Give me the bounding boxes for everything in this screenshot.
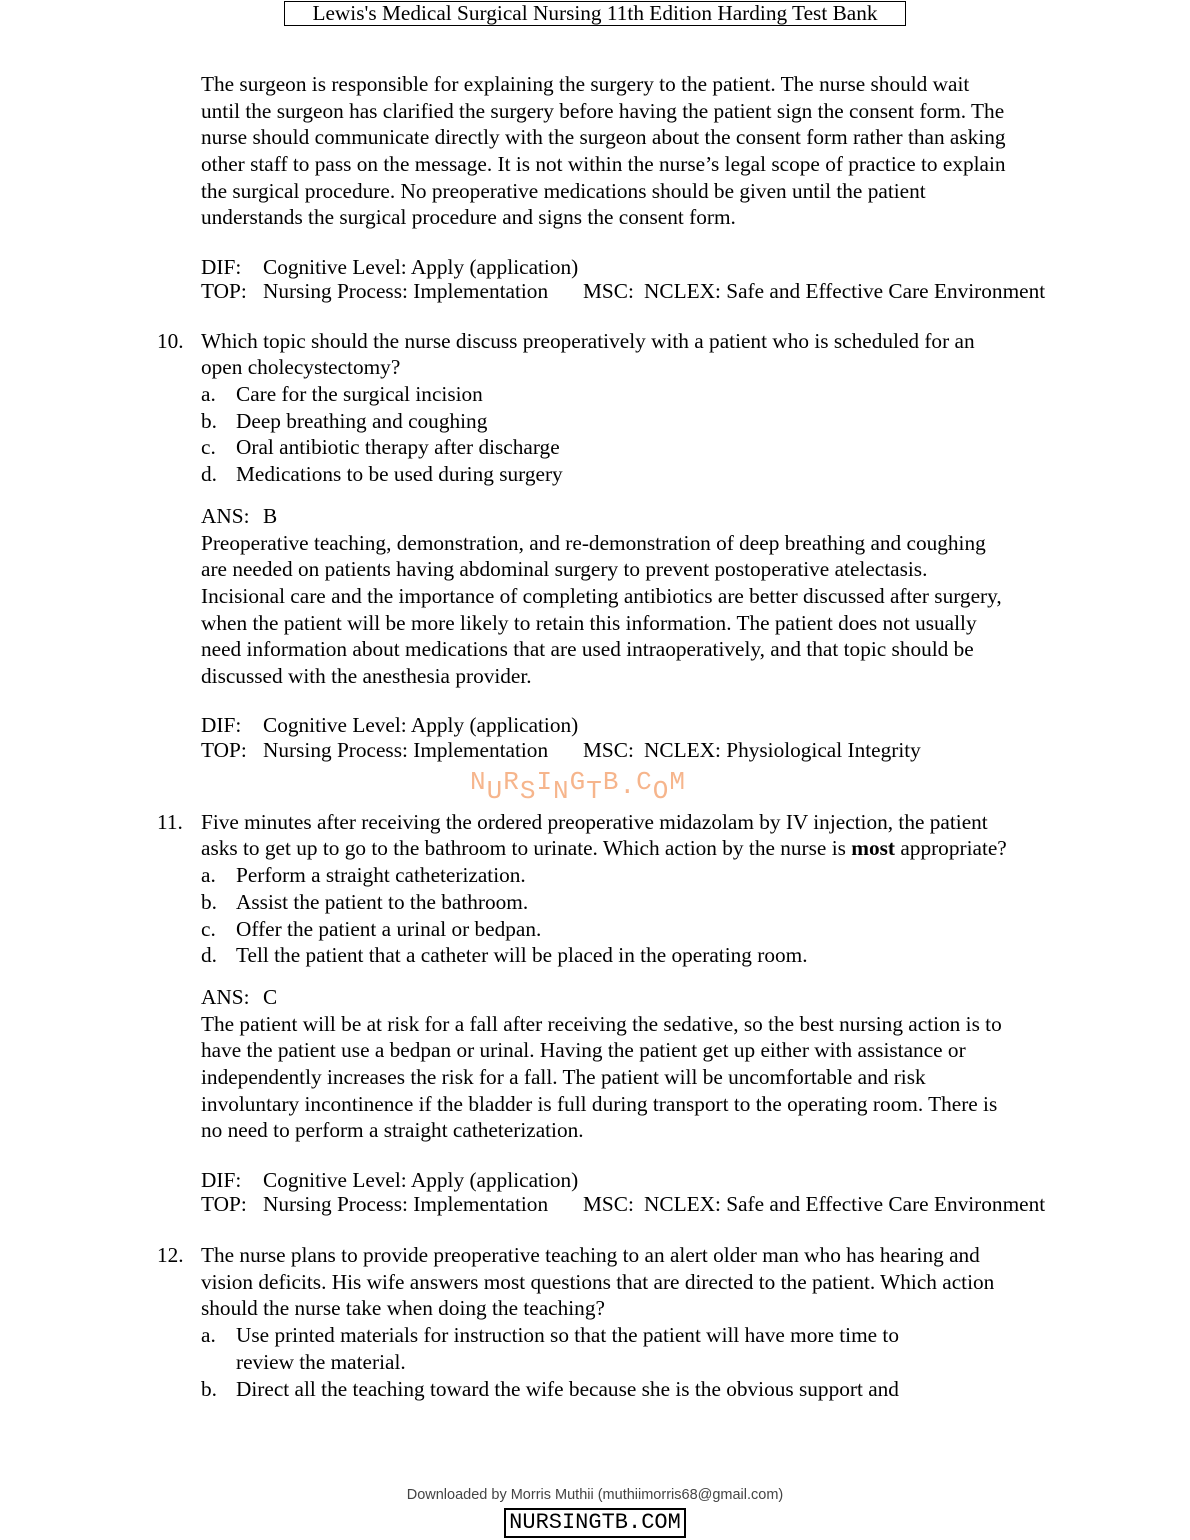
option-a	[0, 381, 1190, 408]
option-d	[0, 942, 1190, 969]
rationale-line: until the surgeon has clarified the surgery before having the patient sign the consent form. The	[201, 98, 1005, 123]
answer-value: C	[263, 984, 278, 1009]
rationale-line: The patient will be at risk for a fall after receiving the sedative, so the best nursing action is to	[201, 1011, 1002, 1036]
page-header-title: Lewis's Medical Surgical Nursing 11th Edition Harding Test Bank	[284, 1, 906, 26]
rationale-line: no need to perform a straight catheterization.	[201, 1118, 584, 1143]
option-letter: a.	[201, 382, 216, 407]
question-11	[0, 809, 1190, 1217]
option-text: Use printed materials for instruction so that the patient will have more time to	[236, 1323, 899, 1348]
watermark-letter: T	[586, 775, 603, 806]
msc-value: NCLEX: Physiological Integrity	[644, 737, 921, 762]
stem-emphasis: most	[851, 836, 896, 861]
top-value: Nursing Process: Implementation	[263, 1192, 549, 1217]
msc-label: MSC:	[583, 737, 634, 762]
watermark-letter: M	[669, 766, 686, 797]
msc-label: MSC:	[583, 279, 634, 304]
top-label: TOP:	[201, 279, 247, 304]
option-letter: d.	[201, 462, 217, 487]
option-text: Direct all the teaching toward the wife because she is the obvious support and	[236, 1376, 899, 1401]
question-stem: open cholecystectomy?	[201, 355, 401, 380]
msc-label: MSC:	[583, 1192, 634, 1217]
option-letter: b.	[201, 408, 217, 433]
option-text: Assist the patient to the bathroom.	[236, 889, 529, 914]
answer-label: ANS:	[201, 503, 250, 528]
watermark	[0, 763, 1190, 809]
watermark-letter: R	[503, 766, 520, 797]
download-notice: Downloaded by Morris Muthii (muthiimorris68@gmail.com)	[406, 1487, 784, 1503]
rationale-line: involuntary incontinence if the bladder is full during transport to the operating room. There is	[201, 1091, 998, 1116]
option-letter: a.	[201, 1323, 216, 1348]
question-stem	[201, 835, 1007, 862]
option-b	[0, 889, 1190, 916]
dif-value: Cognitive Level: Apply (application)	[263, 254, 579, 279]
answer	[0, 984, 1190, 1011]
option-text: Care for the surgical incision	[236, 382, 483, 407]
dif-label: DIF:	[201, 713, 242, 738]
question-number: 12.	[157, 1243, 184, 1268]
rationale-line: discussed with the anesthesia provider.	[201, 663, 532, 688]
question-stem: should the nurse take when doing the teaching?	[201, 1296, 605, 1321]
rationale-line: need information about medications that are used intraoperatively, and that topic should be	[201, 637, 974, 662]
stem-text: appropriate?	[895, 836, 1007, 861]
watermark-letter: B	[602, 766, 620, 797]
watermark-letter: O	[652, 775, 670, 806]
option-text: Medications to be used during surgery	[236, 462, 563, 487]
top-label: TOP:	[201, 737, 247, 762]
dif-label: DIF:	[201, 1167, 242, 1192]
document-body	[0, 71, 1190, 1402]
answer	[0, 503, 1190, 530]
watermark-letter: U	[486, 775, 504, 806]
option-letter: b.	[201, 889, 217, 914]
option-b	[0, 408, 1190, 435]
option-letter: b.	[201, 1376, 217, 1401]
option-c	[0, 916, 1190, 943]
question-number: 11.	[157, 809, 183, 834]
question-stem: Five minutes after receiving the ordered preoperative midazolam by IV injection, the patient	[201, 809, 988, 834]
option-a	[0, 1322, 1190, 1349]
question-10	[0, 328, 1190, 763]
option-a	[0, 862, 1190, 889]
footer-stamp: NURSINGTB.COM	[504, 1508, 686, 1538]
rationale-line: the surgical procedure. No preoperative medications should be given until the patient	[201, 178, 926, 203]
watermark-letter: C	[636, 766, 653, 797]
option-text: Deep breathing and coughing	[236, 408, 488, 433]
msc-value: NCLEX: Safe and Effective Care Environment	[644, 1192, 1046, 1217]
rationale-line: when the patient will be more likely to retain this information. The patient does not usually	[201, 610, 977, 635]
stem-text: asks to get up to go to the bathroom to urinate. Which action by the nurse is	[201, 836, 852, 861]
option-text: Tell the patient that a catheter will be placed in the operating room.	[236, 943, 808, 968]
rationale-line: Preoperative teaching, demonstration, and re-demonstration of deep breathing and coughing	[201, 530, 986, 555]
q10-dif	[0, 713, 1190, 738]
dif-label: DIF:	[201, 254, 242, 279]
q11-dif	[0, 1168, 1190, 1193]
rationale-line: understands the surgical procedure and signs the consent form.	[201, 205, 736, 230]
q9-rationale	[0, 71, 1190, 231]
watermark-letter: N	[470, 766, 487, 797]
option-letter: c.	[201, 916, 216, 941]
q11-top	[0, 1192, 1190, 1217]
option-letter: d.	[201, 943, 217, 968]
dif-value: Cognitive Level: Apply (application)	[263, 713, 579, 738]
option-text: Perform a straight catheterization.	[236, 863, 526, 888]
msc-value: NCLEX: Safe and Effective Care Environment	[644, 279, 1046, 304]
rationale-line: The surgeon is responsible for explaining the surgery to the patient. The nurse should wait	[201, 72, 970, 96]
watermark-letter: .	[619, 770, 637, 801]
answer-label: ANS:	[201, 984, 250, 1009]
rationale-line: have the patient use a bedpan or urinal. Having the patient get up either with assistance or	[201, 1038, 966, 1063]
option-letter: c.	[201, 435, 216, 460]
option-c	[0, 434, 1190, 461]
question-stem: The nurse plans to provide preoperative teaching to an alert older man who has hearing and	[201, 1243, 980, 1268]
top-label: TOP:	[201, 1192, 247, 1217]
question-stem: vision deficits. His wife answers most questions that are directed to the patient. Which action	[201, 1269, 995, 1294]
option-text: Offer the patient a urinal or bedpan.	[236, 916, 542, 941]
option-b	[0, 1376, 1190, 1403]
top-value: Nursing Process: Implementation	[263, 279, 549, 304]
q9-top	[0, 279, 1190, 304]
watermark-letter: N	[553, 775, 570, 806]
option-d	[0, 461, 1190, 488]
option-text: Oral antibiotic therapy after discharge	[236, 435, 560, 460]
rationale-line: Incisional care and the importance of completing antibiotics are better discussed after surgery,	[201, 583, 1002, 608]
answer-value: B	[263, 503, 278, 528]
watermark-letter: I	[536, 766, 554, 797]
question-number: 10.	[157, 328, 184, 353]
q10-top	[0, 738, 1190, 763]
watermark-letter: S	[519, 775, 537, 806]
question-stem: Which topic should the nurse discuss preoperatively with a patient who is scheduled for an	[201, 328, 975, 353]
top-value: Nursing Process: Implementation	[263, 737, 549, 762]
q9-dif	[0, 255, 1190, 280]
option-letter: a.	[201, 863, 216, 888]
rationale-line: independently increases the risk for a fall. The patient will be uncomfortable and risk	[201, 1064, 926, 1089]
dif-value: Cognitive Level: Apply (application)	[263, 1167, 579, 1192]
rationale-line: are needed on patients having abdominal surgery to prevent postoperative atelectasis.	[201, 557, 928, 582]
watermark-letter: G	[569, 766, 587, 797]
option-text: review the material.	[236, 1349, 406, 1374]
rationale-line: nurse should communicate directly with the surgeon about the consent form rather than asking	[201, 125, 1006, 150]
question-12	[0, 1242, 1190, 1402]
rationale-line: other staff to pass on the message. It is not within the nurse’s legal scope of practice to explain	[201, 152, 1006, 177]
